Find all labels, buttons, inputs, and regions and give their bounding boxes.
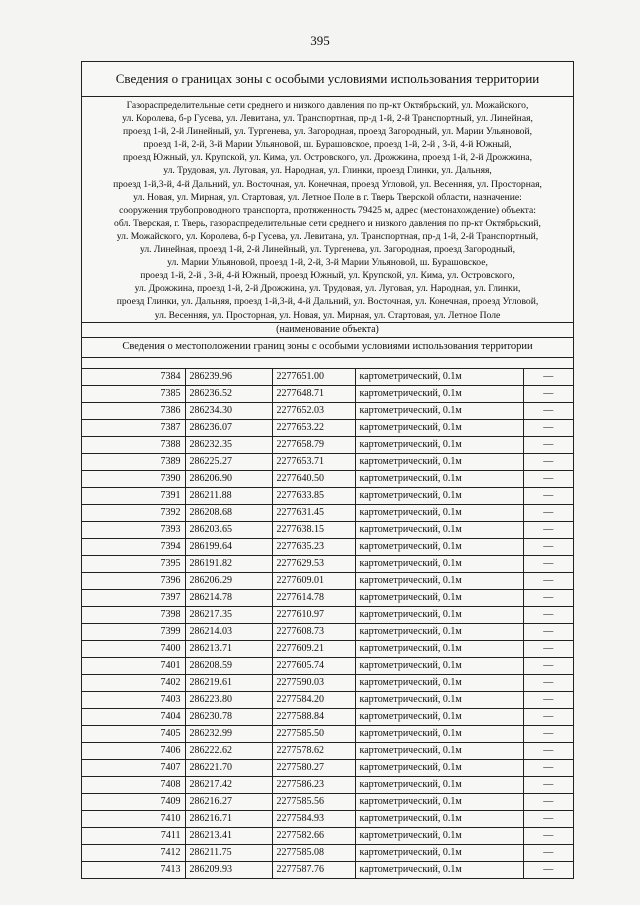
table-row	[82, 640, 573, 657]
description-cell: —	[523, 521, 573, 538]
table-row	[82, 691, 573, 708]
description-line: ул. Можайского, ул. Королева, б-р Гусева, ул. Левитана, ул. Транспортная, пр-д 1-й, 2-й Транспортный,	[116, 230, 539, 242]
y-coordinate-cell: 2277635.23	[272, 538, 355, 555]
method-accuracy-cell: картометрический, 0.1м	[355, 419, 523, 436]
method-accuracy-cell: картометрический, 0.1м	[355, 657, 523, 674]
point-number-cell: 7404	[82, 708, 185, 725]
y-coordinate-cell: 2277584.93	[272, 810, 355, 827]
point-number-cell: 7395	[82, 555, 185, 572]
point-number-cell: 7413	[82, 861, 185, 878]
x-coordinate-cell: 286191.82	[185, 555, 272, 572]
point-number-cell: 7387	[82, 419, 185, 436]
y-coordinate-cell: 2277629.53	[272, 555, 355, 572]
point-number-cell: 7396	[82, 572, 185, 589]
method-accuracy-cell: картометрический, 0.1м	[355, 368, 523, 385]
table-row	[82, 436, 573, 453]
x-coordinate-cell: 286216.27	[185, 793, 272, 810]
point-number-cell: 7390	[82, 470, 185, 487]
x-coordinate-cell: 286232.99	[185, 725, 272, 742]
table-row	[82, 419, 573, 436]
table-row	[82, 725, 573, 742]
x-coordinate-cell: 286206.90	[185, 470, 272, 487]
x-coordinate-cell: 286214.78	[185, 589, 272, 606]
method-accuracy-cell: картометрический, 0.1м	[355, 691, 523, 708]
x-coordinate-cell: 286209.93	[185, 861, 272, 878]
table-row	[82, 793, 573, 810]
table-row	[82, 385, 573, 402]
y-coordinate-cell: 2277585.56	[272, 793, 355, 810]
table-row	[82, 504, 573, 521]
table-row	[82, 402, 573, 419]
method-accuracy-cell: картометрический, 0.1м	[355, 385, 523, 402]
point-number-cell: 7398	[82, 606, 185, 623]
table-row	[82, 742, 573, 759]
y-coordinate-cell: 2277640.50	[272, 470, 355, 487]
page-number: 395	[310, 33, 330, 48]
table-row	[82, 555, 573, 572]
x-coordinate-cell: 286213.41	[185, 827, 272, 844]
description-cell: —	[523, 674, 573, 691]
description-line: обл. Тверская, г. Тверь, газораспределительные сети среднего и низкого давления по пр-кт Октябрьский,	[114, 217, 541, 229]
x-coordinate-cell: 286211.88	[185, 487, 272, 504]
description-line: проезд Глинки, ул. Дальняя, проезд 1-й,3-й, 4-й Дальний, ул. Восточная, ул. Конечная, проезд Угловой,	[116, 296, 539, 308]
table-row	[82, 538, 573, 555]
point-number-cell: 7392	[82, 504, 185, 521]
description-line: ул. Трудовая, ул. Луговая, ул. Народная, ул. Глинки, проезд Глинки, ул. Дальняя,	[163, 165, 492, 177]
x-coordinate-cell: 286217.42	[185, 776, 272, 793]
description-cell: —	[523, 589, 573, 606]
table-row	[82, 470, 573, 487]
point-number-cell: 7397	[82, 589, 185, 606]
description-line: проезд 1-й, 2-й , 3-й, 4-й Южный, проезд Южный, ул. Крупской, ул. Кима, ул. Островского,	[140, 270, 515, 282]
description-line: проезд 1-й, 2-й Линейный, ул. Тургенева, ул. Загородная, проезд Загородный, ул. Марии Ульяновой,	[122, 126, 532, 138]
y-coordinate-cell: 2277609.21	[272, 640, 355, 657]
method-accuracy-cell: картометрический, 0.1м	[355, 402, 523, 419]
point-number-cell: 7402	[82, 674, 185, 691]
y-coordinate-cell: 2277582.66	[272, 827, 355, 844]
description-line: проезд Южный, ул. Крупской, ул. Кима, ул. Островского, ул. Дрожжина, проезд 1-й, 2-й Дрожжина,	[122, 152, 533, 164]
method-accuracy-cell: картометрический, 0.1м	[355, 623, 523, 640]
y-coordinate-cell: 2277653.71	[272, 453, 355, 470]
description-cell: —	[523, 742, 573, 759]
method-accuracy-cell: картометрический, 0.1м	[355, 538, 523, 555]
description-cell: —	[523, 385, 573, 402]
method-accuracy-cell: картометрический, 0.1м	[355, 742, 523, 759]
x-coordinate-cell: 286214.03	[185, 623, 272, 640]
y-coordinate-cell: 2277609.01	[272, 572, 355, 589]
point-number-cell: 7406	[82, 742, 185, 759]
point-number-cell: 7403	[82, 691, 185, 708]
x-coordinate-cell: 286208.68	[185, 504, 272, 521]
x-coordinate-cell: 286213.71	[185, 640, 272, 657]
y-coordinate-cell: 2277658.79	[272, 436, 355, 453]
method-accuracy-cell: картометрический, 0.1м	[355, 759, 523, 776]
point-number-cell: 7394	[82, 538, 185, 555]
table-header-spacer	[82, 357, 573, 368]
method-accuracy-cell: картометрический, 0.1м	[355, 810, 523, 827]
x-coordinate-cell: 286232.35	[185, 436, 272, 453]
y-coordinate-cell: 2277631.45	[272, 504, 355, 521]
object-description	[82, 97, 573, 322]
y-coordinate-cell: 2277590.03	[272, 674, 355, 691]
method-accuracy-cell: картометрический, 0.1м	[355, 521, 523, 538]
method-accuracy-cell: картометрический, 0.1м	[355, 708, 523, 725]
coordinates-table	[82, 368, 573, 878]
table-row	[82, 657, 573, 674]
method-accuracy-cell: картометрический, 0.1м	[355, 606, 523, 623]
y-coordinate-cell: 2277610.97	[272, 606, 355, 623]
y-coordinate-cell: 2277578.62	[272, 742, 355, 759]
y-coordinate-cell: 2277608.73	[272, 623, 355, 640]
method-accuracy-cell: картометрический, 0.1м	[355, 589, 523, 606]
description-cell: —	[523, 691, 573, 708]
y-coordinate-cell: 2277585.50	[272, 725, 355, 742]
x-coordinate-cell: 286221.70	[185, 759, 272, 776]
description-cell: —	[523, 538, 573, 555]
description-cell: —	[523, 861, 573, 878]
table-row	[82, 827, 573, 844]
description-cell: —	[523, 793, 573, 810]
x-coordinate-cell: 286208.59	[185, 657, 272, 674]
point-number-cell: 7384	[82, 368, 185, 385]
method-accuracy-cell: картометрический, 0.1м	[355, 470, 523, 487]
description-line: сооружения трубопроводного транспорта, протяженность 79425 м, адрес (местонахождение) объекта:	[119, 204, 536, 216]
table-row	[82, 708, 573, 725]
method-accuracy-cell: картометрический, 0.1м	[355, 827, 523, 844]
description-cell: —	[523, 402, 573, 419]
y-coordinate-cell: 2277584.20	[272, 691, 355, 708]
description-line: ул. Весенняя, ул. Просторная, ул. Новая, ул. Мирная, ул. Стартовая, ул. Летное Поле	[154, 309, 501, 321]
x-coordinate-cell: 286211.75	[185, 844, 272, 861]
x-coordinate-cell: 286239.96	[185, 368, 272, 385]
description-cell: —	[523, 572, 573, 589]
method-accuracy-cell: картометрический, 0.1м	[355, 572, 523, 589]
y-coordinate-cell: 2277587.76	[272, 861, 355, 878]
table-row	[82, 759, 573, 776]
x-coordinate-cell: 286230.78	[185, 708, 272, 725]
object-name-label: (наименование объекта)	[82, 322, 573, 337]
description-line: ул. Линейная, проезд 1-й, 2-й Линейный, ул. Тургенева, ул. Загородная, проезд Загородный,	[139, 244, 516, 256]
description-line: ул. Королева, б-р Гусева, ул. Левитана, ул. Транспортная, пр-д 1-й, 2-й Транспортный, ул. Линейная,	[122, 113, 533, 125]
point-number-cell: 7412	[82, 844, 185, 861]
method-accuracy-cell: картометрический, 0.1м	[355, 674, 523, 691]
table-row	[82, 861, 573, 878]
description-cell: —	[523, 776, 573, 793]
table-row	[82, 368, 573, 385]
method-accuracy-cell: картометрический, 0.1м	[355, 453, 523, 470]
y-coordinate-cell: 2277580.27	[272, 759, 355, 776]
point-number-cell: 7391	[82, 487, 185, 504]
description-cell: —	[523, 623, 573, 640]
description-cell: —	[523, 657, 573, 674]
point-number-cell: 7388	[82, 436, 185, 453]
description-line: ул. Марии Ульяновой, проезд 1-й, 2-й, 3-й Марии Ульяновой, ш. Бурашовское,	[167, 257, 488, 269]
method-accuracy-cell: картометрический, 0.1м	[355, 844, 523, 861]
y-coordinate-cell: 2277586.23	[272, 776, 355, 793]
point-number-cell: 7400	[82, 640, 185, 657]
y-coordinate-cell: 2277652.03	[272, 402, 355, 419]
method-accuracy-cell: картометрический, 0.1м	[355, 861, 523, 878]
table-row	[82, 606, 573, 623]
method-accuracy-cell: картометрический, 0.1м	[355, 640, 523, 657]
point-number-cell: 7405	[82, 725, 185, 742]
description-line: проезд 1-й, 2-й, 3-й Марии Ульяновой, ш. Бурашовское, проезд 1-й, 2-й , 3-й, 4-й Южный,	[143, 139, 512, 151]
table-row	[82, 453, 573, 470]
description-cell: —	[523, 504, 573, 521]
table-row	[82, 572, 573, 589]
point-number-cell: 7411	[82, 827, 185, 844]
description-cell: —	[523, 368, 573, 385]
description-cell: —	[523, 606, 573, 623]
x-coordinate-cell: 286236.07	[185, 419, 272, 436]
x-coordinate-cell: 286217.35	[185, 606, 272, 623]
table-row	[82, 521, 573, 538]
x-coordinate-cell: 286223.80	[185, 691, 272, 708]
description-cell: —	[523, 810, 573, 827]
point-number-cell: 7393	[82, 521, 185, 538]
table-row	[82, 776, 573, 793]
description-cell: —	[523, 640, 573, 657]
description-cell: —	[523, 453, 573, 470]
description-cell: —	[523, 708, 573, 725]
y-coordinate-cell: 2277605.74	[272, 657, 355, 674]
x-coordinate-cell: 286206.29	[185, 572, 272, 589]
y-coordinate-cell: 2277614.78	[272, 589, 355, 606]
description-cell: —	[523, 759, 573, 776]
location-section-title: Сведения о местоположении границ зоны с особыми условиями использования территории	[82, 337, 573, 357]
table-row	[82, 589, 573, 606]
table-row	[82, 844, 573, 861]
y-coordinate-cell: 2277653.22	[272, 419, 355, 436]
description-cell: —	[523, 827, 573, 844]
description-line: Газораспределительные сети среднего и низкого давления по пр-кт Октябрьский, ул. Можайского,	[126, 100, 529, 111]
method-accuracy-cell: картометрический, 0.1м	[355, 793, 523, 810]
x-coordinate-cell: 286216.71	[185, 810, 272, 827]
form-title: Сведения о границах зоны с особыми условиями использования территории	[82, 62, 573, 97]
method-accuracy-cell: картометрический, 0.1м	[355, 555, 523, 572]
description-cell: —	[523, 555, 573, 572]
point-number-cell: 7389	[82, 453, 185, 470]
point-number-cell: 7385	[82, 385, 185, 402]
description-cell: —	[523, 844, 573, 861]
description-cell: —	[523, 487, 573, 504]
point-number-cell: 7408	[82, 776, 185, 793]
table-row	[82, 623, 573, 640]
table-row	[82, 487, 573, 504]
y-coordinate-cell: 2277638.15	[272, 521, 355, 538]
y-coordinate-cell: 2277633.85	[272, 487, 355, 504]
x-coordinate-cell: 286219.61	[185, 674, 272, 691]
method-accuracy-cell: картометрический, 0.1м	[355, 436, 523, 453]
table-row	[82, 810, 573, 827]
x-coordinate-cell: 286222.62	[185, 742, 272, 759]
point-number-cell: 7386	[82, 402, 185, 419]
x-coordinate-cell: 286236.52	[185, 385, 272, 402]
description-cell: —	[523, 470, 573, 487]
method-accuracy-cell: картометрический, 0.1м	[355, 725, 523, 742]
description-line: ул. Дрожжина, проезд 1-й, 2-й Дрожжина, ул. Трудовая, ул. Луговая, ул. Народная, ул. Глинки,	[134, 283, 521, 295]
table-row	[82, 674, 573, 691]
method-accuracy-cell: картометрический, 0.1м	[355, 776, 523, 793]
description-cell: —	[523, 725, 573, 742]
description-line: проезд 1-й,3-й, 4-й Дальний, ул. Восточная, ул. Конечная, проезд Угловой, ул. Весенняя, ул. Просторная,	[113, 178, 542, 190]
x-coordinate-cell: 286225.27	[185, 453, 272, 470]
point-number-cell: 7410	[82, 810, 185, 827]
x-coordinate-cell: 286234.30	[185, 402, 272, 419]
description-line: ул. Новая, ул. Мирная, ул. Стартовая, ул. Летное Поле в г. Тверь Тверской области, назначение:	[133, 191, 522, 203]
point-number-cell: 7409	[82, 793, 185, 810]
point-number-cell: 7407	[82, 759, 185, 776]
point-number-cell: 7401	[82, 657, 185, 674]
y-coordinate-cell: 2277588.84	[272, 708, 355, 725]
description-cell: —	[523, 436, 573, 453]
y-coordinate-cell: 2277651.00	[272, 368, 355, 385]
x-coordinate-cell: 286203.65	[185, 521, 272, 538]
description-cell: —	[523, 419, 573, 436]
zone-boundaries-form	[81, 61, 574, 879]
y-coordinate-cell: 2277585.08	[272, 844, 355, 861]
method-accuracy-cell: картометрический, 0.1м	[355, 504, 523, 521]
x-coordinate-cell: 286199.64	[185, 538, 272, 555]
method-accuracy-cell: картометрический, 0.1м	[355, 487, 523, 504]
y-coordinate-cell: 2277648.71	[272, 385, 355, 402]
point-number-cell: 7399	[82, 623, 185, 640]
